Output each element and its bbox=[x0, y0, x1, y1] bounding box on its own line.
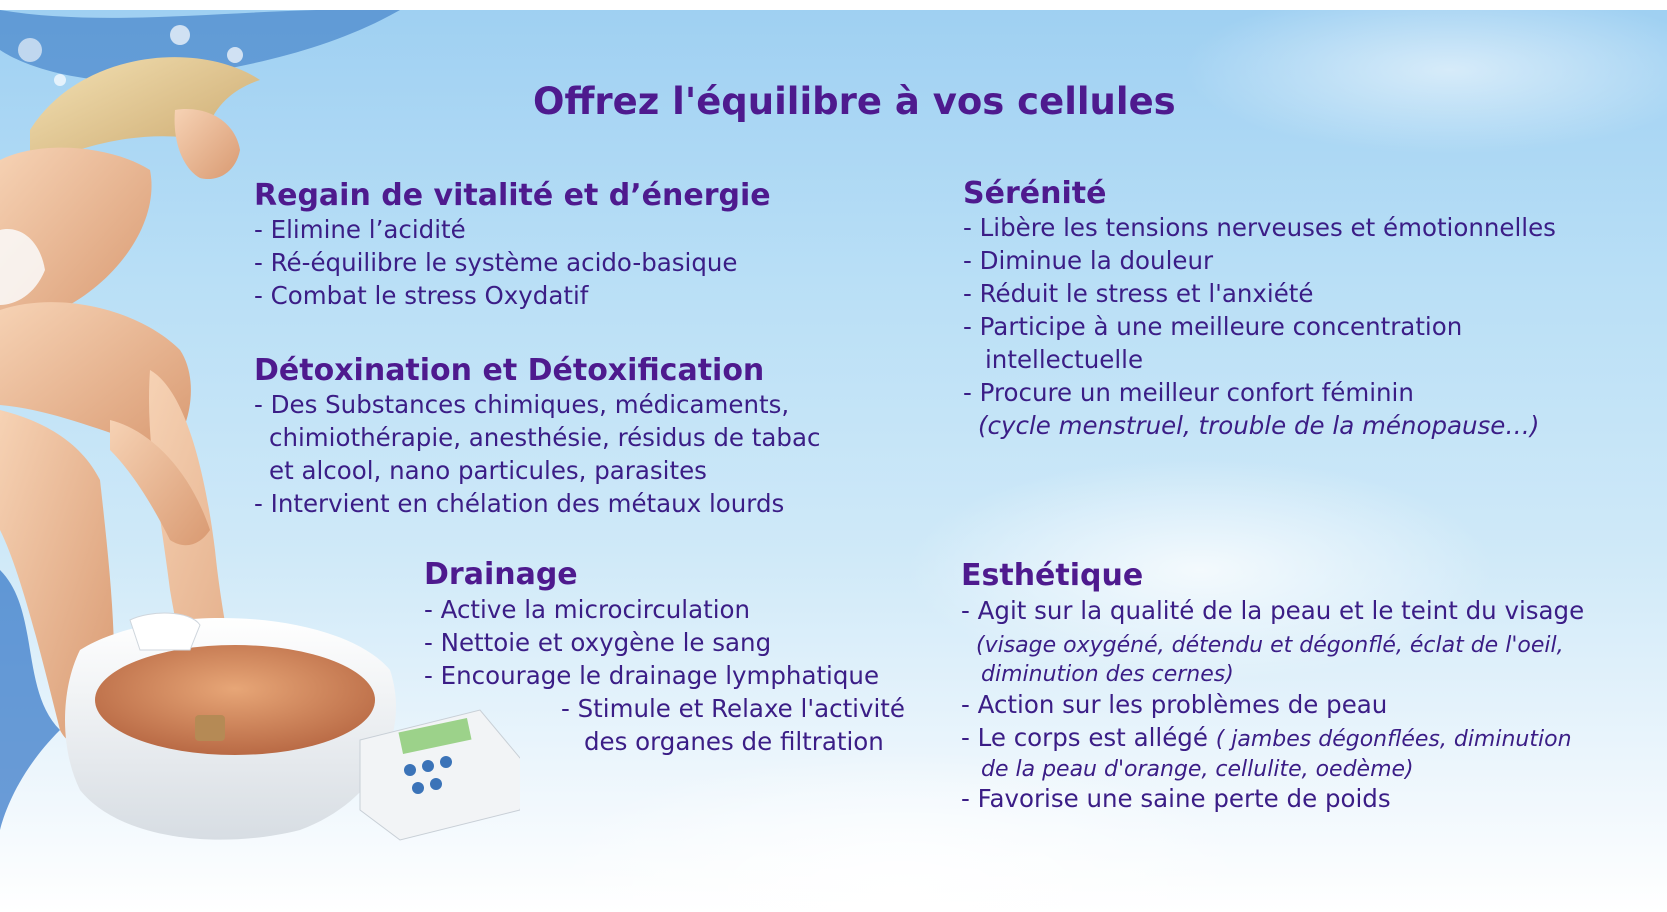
drainage-item: - Stimule et Relaxe l'activité bbox=[561, 694, 905, 723]
serenite-note: (cycle menstruel, trouble de la ménopause…) bbox=[978, 411, 1540, 440]
page-title: Offrez l'équilibre à vos cellules bbox=[533, 80, 1176, 123]
esthetique-item: - Agit sur la qualité de la peau et le teint du visage bbox=[961, 596, 1585, 625]
vitalite-item: - Combat le stress Oxydatif bbox=[254, 281, 589, 310]
serenite-item: - Diminue la douleur bbox=[963, 246, 1214, 275]
detox-item: et alcool, nano particules, parasites bbox=[269, 456, 707, 485]
esthetique-item-text: - Le corps est allégé bbox=[961, 723, 1208, 752]
esthetique-item: - Favorise une saine perte de poids bbox=[961, 784, 1391, 813]
serenite-item: - Participe à une meilleure concentration bbox=[963, 312, 1463, 341]
vitalite-item: - Elimine l’acidité bbox=[254, 215, 466, 244]
detox-item: - Intervient en chélation des métaux lourds bbox=[254, 489, 785, 518]
detox-item: - Des Substances chimiques, médicaments, bbox=[254, 390, 790, 419]
esthetique-item: - Action sur les problèmes de peau bbox=[961, 690, 1388, 719]
detox-item: chimiothérapie, anesthésie, résidus de tabac bbox=[269, 423, 821, 452]
drainage-item: des organes de filtration bbox=[584, 727, 884, 756]
esthetique-item bbox=[961, 721, 1572, 756]
esthetique-note: diminution des cernes) bbox=[981, 662, 1234, 687]
detox-heading: Détoxination et Détoxification bbox=[254, 353, 765, 388]
serenite-item: - Procure un meilleur confort féminin bbox=[963, 378, 1414, 407]
drainage-item: - Encourage le drainage lymphatique bbox=[424, 661, 880, 690]
esthetique-note: de la peau d'orange, cellulite, oedème) bbox=[981, 757, 1414, 782]
esthetique-heading: Esthétique bbox=[961, 558, 1144, 593]
drainage-item: - Active la microcirculation bbox=[424, 595, 751, 624]
drainage-heading: Drainage bbox=[424, 557, 578, 592]
serenite-item: - Réduit le stress et l'anxiété bbox=[963, 279, 1314, 308]
serenite-heading: Sérénité bbox=[963, 176, 1107, 211]
vitalite-item: - Ré-équilibre le système acido-basique bbox=[254, 248, 738, 277]
vitalite-heading: Regain de vitalité et d’énergie bbox=[254, 178, 771, 213]
esthetique-note: (visage oxygéné, détendu et dégonflé, éclat de l'oeil, bbox=[976, 633, 1564, 658]
drainage-item: - Nettoie et oxygène le sang bbox=[424, 628, 772, 657]
serenite-item: intellectuelle bbox=[985, 345, 1144, 374]
esthetique-note: ( jambes dégonflées, diminution bbox=[1215, 727, 1572, 752]
serenite-item: - Libère les tensions nerveuses et émotionnelles bbox=[963, 213, 1556, 242]
slide bbox=[0, 10, 1667, 912]
